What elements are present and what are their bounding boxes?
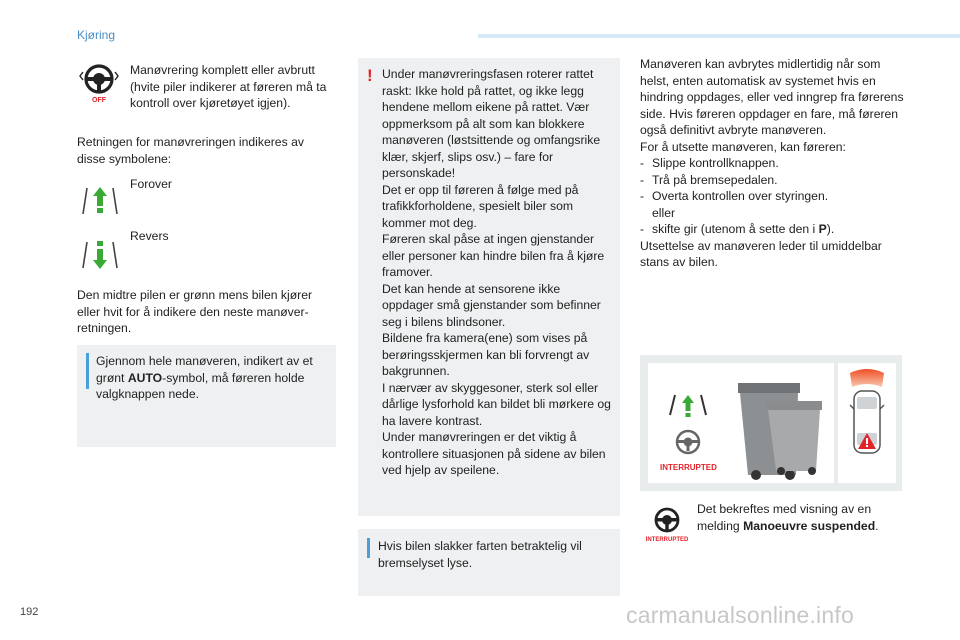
list-item: - skifte gir (utenom å sette den i P).	[640, 222, 835, 236]
warning-text: Under manøvreringsfasen roterer rattet raskt: Ikke hold på rattet, og ikke legg hendene mellom eikene på rattet. Vær oppmerksom på alt som kan blokkere manøveren (løstsittende og omfangsrike klær, skjerf, slips osv.) – fare for personskade! Det er opp til føreren å følge med på trafikkforholdene, spesielt biler som kommer mot deg. Føreren skal påse at ingen gjenstander eller personer kan hindre bilen fra å kjøre framover. Det kan hende at sensorene ikke oppdager små gjenstander som befinner seg i bilens blindsoner. Bildene fra kamera(ene) som vises på berøringsskjermen kan bli forvrengt av bakgrunnen. I nærvær av skyggesoner, sterk sol eller dårlige lysforhold kan bildet bli mørkere og ha lavere kontrast. Under manøvreringen er det viktig å kontrollere situasjonen på sidene av bilen ved hjelp av speilene.	[382, 67, 611, 477]
interrupted-screen-illustration	[640, 355, 902, 491]
reverse-label: Revers	[130, 229, 169, 243]
steering-wheel-off-icon	[78, 63, 120, 105]
top-view	[838, 363, 896, 483]
maneuver-complete-text: Manøvrering komplett eller avbrutt (hvite piler indikerer at føreren må ta kontroll over kjøretøyet igjen).	[130, 63, 327, 110]
interrupt-text: Manøveren kan avbrytes midlertidig når som helst, enten automatisk av systemet hvis en hindring oppdages, eller ved inngrep fra førerens side. Hvis føreren oppdager en fare, må føreren også definitivt avbryte manøveren. For å utsette manøveren, kan føreren: - Slippe kontrollknappen. - Trå på bremsepedalen. - Overta kontrollen over styringen. eller - skifte gir (utenom å sette den i P). Utsettelse av manøveren leder til umiddelbar stans av bilen.	[640, 57, 904, 269]
off-label: OFF	[92, 97, 106, 104]
camera-view	[648, 363, 834, 483]
list-item: - Overta kontrollen over styringen.	[640, 189, 829, 203]
auto-note-box	[77, 345, 336, 447]
page-number: 192	[20, 606, 39, 618]
middle-arrow-text: Den midtre pilen er grønn mens bilen kjører eller hvit for å indikere den neste manøver-retningen.	[77, 288, 313, 335]
auto-symbol-label: AUTO	[127, 370, 163, 385]
warning-box	[358, 58, 620, 516]
forward-label: Forover	[130, 177, 172, 191]
auto-note-text: Gjennom hele manøveren, indikert av et grønt AUTO-symbol, må føreren holde valgknappen nede.	[96, 354, 313, 401]
interrupted-label: INTERRUPTED	[645, 537, 689, 543]
suspended-message: Manoeuvre suspended	[743, 518, 876, 533]
camera-scene	[648, 363, 834, 483]
brake-light-note-text: Hvis bilen slakker farten betraktelig vil bremselyset lyse.	[378, 539, 582, 570]
steering-wheel-interrupted-icon	[644, 506, 690, 544]
car-top-view	[838, 363, 896, 483]
note-bar	[86, 353, 89, 389]
reverse-arrow-icon	[80, 240, 120, 270]
warning-icon: !	[367, 66, 373, 85]
note-bar	[367, 538, 370, 558]
brake-light-note-box	[358, 529, 620, 596]
or-text: eller	[652, 205, 676, 220]
interrupted-label: INTERRUPTED	[660, 463, 717, 472]
section-title: Kjøring	[77, 28, 116, 42]
header-bar	[478, 34, 960, 38]
list-item: - Trå på bremsepedalen.	[640, 172, 778, 187]
forward-arrow-icon	[80, 186, 120, 216]
confirmation-text: Det bekreftes med visning av en melding Manoeuvre suspended.	[697, 502, 879, 533]
direction-intro: Retningen for manøvreringen indikeres av disse symbolene:	[77, 135, 304, 166]
watermark: carmanualsonline.info	[626, 602, 854, 628]
list-item: - Slippe kontrollknappen.	[640, 156, 779, 170]
